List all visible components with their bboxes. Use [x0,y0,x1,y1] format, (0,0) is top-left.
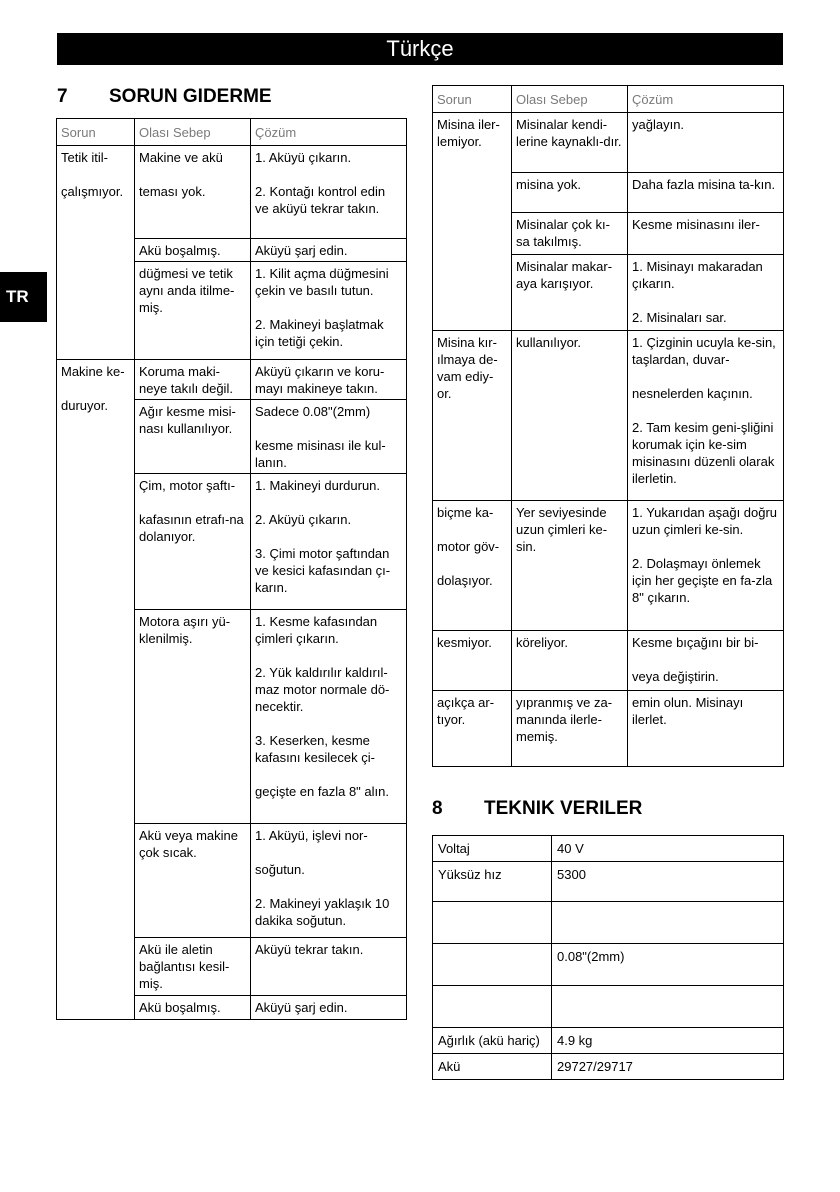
cell-text: 2. Aküyü çıkarın. [255,512,352,527]
spec-row [433,836,784,862]
cause-cell [512,255,628,331]
cell-text: köreliyor. [516,635,569,650]
cell-text: geçişte en fazla 8" alın. [255,784,389,799]
cell-text: 1. Aküyü çıkarın. [255,150,352,165]
spec-row [433,1054,784,1080]
cell-text: Akü boşalmış. [139,243,221,258]
cause-cell [135,610,251,824]
table-row [433,691,784,767]
section-7-number: 7 [57,86,68,107]
solution-cell [251,400,407,474]
cause-cell [135,360,251,400]
column-header-sorun: Sorun [57,119,135,146]
cell-text: kesme misinası ile kul-lanın. [255,438,386,470]
cell-text: 2. Makineyi yaklaşık 10 dakika soğutun. [255,896,390,928]
technical-data-table [432,835,784,1080]
cell-text: 1. Kesme kafasından çimleri çıkarın. [255,614,378,646]
cell-text: yıpranmış ve za-manında ilerle-memiş. [516,695,613,744]
cell-text: biçme ka- [437,505,494,520]
spec-label: Yüksüz hız [433,862,552,902]
cause-cell [135,824,251,938]
cell-text: Aküyü çıkarın ve koru-mayı makineye takın. [255,364,385,396]
solution-cell [251,610,407,824]
cell-text: Aküyü şarj edin. [255,1000,348,1015]
cell-text: 3. Keserken, kesme kafasını kesilecek çi- [255,733,375,765]
cell-text: kesmiyor. [437,635,492,650]
cell-text: misina yok. [516,177,582,192]
cell-text: kafasının etrafı-na dolanıyor. [139,512,244,544]
cause-cell [512,501,628,631]
table-header-row [57,119,407,146]
solution-cell [628,213,784,255]
cell-text: Aküyü şarj edin. [255,243,348,258]
spec-label: Akü [433,1054,552,1080]
cell-text: Kesme bıçağını bir bi- [632,635,759,650]
cell-text: Daha fazla misina ta-kın. [632,177,776,192]
cause-cell [135,474,251,610]
cause-cell [135,146,251,239]
table-row [433,631,784,691]
cell-text: soğutun. [255,862,305,877]
cell-text: Motora aşırı yü-klenilmiş. [139,614,231,646]
cell-text: Tetik itil- [61,150,108,165]
cell-text: Sadece 0.08"(2mm) [255,404,371,419]
table-row [57,146,407,239]
solution-cell [628,691,784,767]
spec-value [552,902,784,944]
cell-text: Misina kır-ılmaya de-vam ediy-or. [437,335,498,401]
cause-cell [512,113,628,173]
cause-cell [135,239,251,262]
cell-text: 2. Kontağı kontrol edin ve aküyü tekrar takın. [255,184,386,216]
cell-text: Misinalar kendi-lerine kaynaklı-dır. [516,117,622,149]
solution-cell [251,824,407,938]
solution-cell [628,113,784,173]
cell-text: veya değiştirin. [632,669,719,684]
cell-text: 1. Aküyü, işlevi nor- [255,828,368,843]
spec-label [433,986,552,1028]
solution-cell [251,262,407,360]
cell-text: Makine ke- [61,364,125,379]
spec-value [552,986,784,1028]
cell-text: Misinalar çok kı-sa takılmış. [516,217,610,249]
section-8-heading [432,798,642,820]
solution-cell [628,631,784,691]
section-7-heading [57,86,272,108]
language-banner: Türkçe [57,33,783,65]
table-row [433,113,784,173]
solution-cell [251,474,407,610]
cause-cell [135,262,251,360]
problem-cell [433,631,512,691]
cell-text: dolaşıyor. [437,573,493,588]
cell-text: Akü ile aletin bağlantısı kesil-miş. [139,942,230,991]
solution-cell [251,146,407,239]
cell-text: Çim, motor şaftı- [139,478,236,493]
cell-text: çalışmıyor. [61,184,124,199]
solution-cell [628,173,784,213]
cell-text: 2. Yük kaldırılır kaldırıl-maz motor normale dö-necektir. [255,665,390,714]
cell-text: düğmesi ve tetik aynı anda itilme-miş. [139,266,235,315]
spec-value: 5300 [552,862,784,902]
table-row [433,501,784,631]
cell-text: Akü boşalmış. [139,1000,221,1015]
section-7-title: SORUN GIDERME [109,86,272,107]
cause-cell [135,400,251,474]
cause-cell [512,331,628,501]
problem-cell [433,501,512,631]
cell-text: Akü veya makine çok sıcak. [139,828,238,860]
spec-label: Voltaj [433,836,552,862]
cell-text: kullanılıyor. [516,335,582,350]
problem-cell [433,113,512,331]
column-header-cozum: Çözüm [251,119,407,146]
cause-cell [135,996,251,1020]
cause-cell [512,691,628,767]
solution-cell [251,938,407,996]
spec-value: 4.9 kg [552,1028,784,1054]
column-header-sorun: Sorun [433,86,512,113]
cell-text: 2. Dolaşmayı önlemek için her geçişte en fa-zla 8" çıkarın. [632,556,773,605]
solution-cell [251,996,407,1020]
cell-text: Makine ve akü [139,150,223,165]
section-8-title: TEKNIK VERILER [484,798,643,819]
cell-text: 3. Çimi motor şaftından ve kesici kafasından çı-karın. [255,546,391,595]
cell-text: 2. Tam kesim geni-şliğini korumak için ke-sim misinasını düzenli olarak ilerletin. [632,420,775,486]
problem-cell [57,360,135,1020]
solution-cell [628,331,784,501]
cell-text: yağlayın. [632,117,685,132]
column-header-sebep: Olası Sebep [512,86,628,113]
column-header-cozum: Çözüm [628,86,784,113]
cell-text: Misinalar makar-aya karışıyor. [516,259,613,291]
cell-text: duruyor. [61,398,108,413]
cause-cell [512,631,628,691]
spec-label [433,902,552,944]
table-row [433,331,784,501]
section-8-number: 8 [432,798,443,819]
language-side-tab: TR [0,272,47,322]
spec-row [433,1028,784,1054]
cell-text: motor göv- [437,539,500,554]
cell-text: Kesme misinasını iler- [632,217,760,232]
cell-text: 2. Misinaları sar. [632,310,727,325]
cell-text: 1. Misinayı makaradan çıkarın. [632,259,763,291]
cause-cell [512,213,628,255]
solution-cell [251,239,407,262]
cell-text: 1. Makineyi durdurun. [255,478,381,493]
spec-row [433,902,784,944]
troubleshooting-table-left [56,118,407,1020]
solution-cell [251,360,407,400]
cell-text: Aküyü tekrar takın. [255,942,364,957]
cause-cell [135,938,251,996]
cause-cell [512,173,628,213]
cell-text: nesnelerden kaçının. [632,386,753,401]
spec-label [433,944,552,986]
cell-text: Koruma maki-neye takılı değil. [139,364,233,396]
spec-value: 29727/29717 [552,1054,784,1080]
cell-text: açıkça ar-tıyor. [437,695,495,727]
column-header-sebep: Olası Sebep [135,119,251,146]
cell-text: Misina iler-lemiyor. [437,117,500,149]
spec-value: 40 V [552,836,784,862]
troubleshooting-table-right [432,85,784,767]
problem-cell [57,146,135,360]
spec-row [433,944,784,986]
spec-value: 0.08"(2mm) [552,944,784,986]
cell-text: Yer seviyesinde uzun çimleri ke-sin. [516,505,608,554]
cell-text: 2. Makineyi başlatmak için tetiği çekin. [255,317,384,349]
cell-text: teması yok. [139,184,206,199]
table-header-row [433,86,784,113]
cell-text: 1. Kilit açma düğmesini çekin ve basılı tutun. [255,266,389,298]
spec-row [433,986,784,1028]
problem-cell [433,691,512,767]
spec-row [433,862,784,902]
cell-text: 1. Çizginin ucuyla ke-sin, taşlardan, duvar- [632,335,776,367]
solution-cell [628,501,784,631]
spec-label: Ağırlık (akü hariç) [433,1028,552,1054]
cell-text: Ağır kesme misi-nası kullanılıyor. [139,404,236,436]
cell-text: emin olun. Misinayı ilerlet. [632,695,744,727]
cell-text: 1. Yukarıdan aşağı doğru uzun çimleri ke-sin. [632,505,778,537]
problem-cell [433,331,512,501]
table-row [57,360,407,400]
solution-cell [628,255,784,331]
